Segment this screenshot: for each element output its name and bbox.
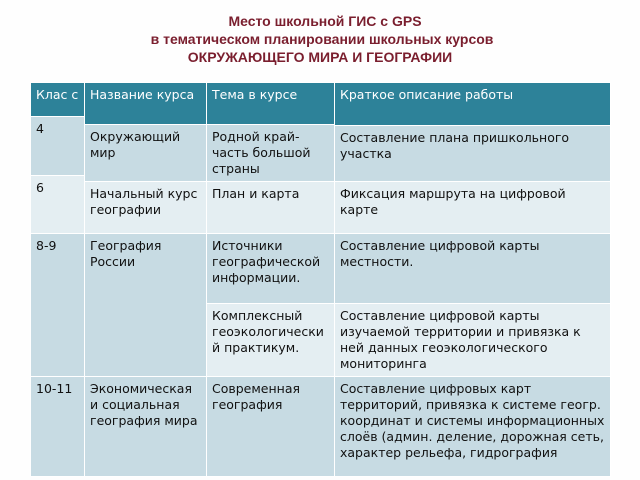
class-value: 10-11 bbox=[36, 381, 73, 396]
table-row bbox=[31, 377, 611, 477]
header-topic-label: Тема в курсе bbox=[212, 87, 298, 102]
topic-value: План и карта bbox=[212, 186, 300, 201]
topic-cell-3 bbox=[207, 304, 335, 377]
description-value: Фиксация маршрута на цифровой карте bbox=[340, 186, 566, 217]
table-row bbox=[31, 182, 611, 183]
description-value: Составление цифровой карты местности. bbox=[340, 238, 540, 269]
class-value: 4 bbox=[36, 121, 44, 136]
description-cell-2 bbox=[335, 234, 611, 304]
course-cell-4 bbox=[85, 377, 207, 477]
title-line-2: в тематическом планировании школьных курсов bbox=[150, 31, 494, 47]
class-value: 8-9 bbox=[36, 238, 57, 253]
description-cell-3 bbox=[335, 304, 611, 377]
description-cell-4 bbox=[335, 377, 611, 477]
description-cell-1 bbox=[335, 182, 611, 234]
table-row bbox=[31, 234, 611, 304]
description-value: Составление цифровой карты изучаемой территории и привязка к ней данных геоэкологического мониторинга bbox=[340, 308, 581, 371]
course-value: Экономическая и социальная география мира bbox=[90, 381, 198, 428]
class-cell-4 bbox=[31, 117, 85, 176]
topic-value: Современная география bbox=[212, 381, 301, 412]
topic-value: Комплексный геоэкологический практикум. bbox=[212, 308, 324, 355]
description-value: Составление цифровых карт территорий, привязка к системе геогр. координат и системы информационных слоёв (админ. деление, дорожная сеть, характер рельефа, гидрография bbox=[340, 381, 605, 460]
header-topic bbox=[207, 83, 335, 125]
description-value: Составление плана пришкольного участка bbox=[340, 130, 570, 161]
course-cell-1 bbox=[85, 182, 207, 234]
header-description bbox=[335, 83, 611, 126]
header-class bbox=[31, 83, 85, 117]
course-value: Начальный курс географии bbox=[90, 186, 198, 217]
course-value: География России bbox=[90, 238, 162, 269]
course-value: Окружающий мир bbox=[90, 129, 181, 160]
topic-value: Источники географической информации. bbox=[212, 238, 321, 285]
title-line-3: ОКРУЖАЮЩЕГО МИРА И ГЕОГРАФИИ bbox=[187, 49, 453, 65]
description-cell-0 bbox=[335, 126, 611, 182]
class-value: 6 bbox=[36, 180, 44, 195]
table-row bbox=[31, 83, 611, 97]
topic-cell-4 bbox=[207, 377, 335, 477]
topic-value: Родной край- часть большой страны bbox=[212, 129, 311, 176]
planning-table bbox=[30, 82, 611, 477]
header-course bbox=[85, 83, 207, 125]
topic-cell-1 bbox=[207, 182, 335, 234]
topic-cell-0 bbox=[207, 125, 335, 182]
slide-title bbox=[0, 12, 640, 66]
course-cell-2 bbox=[85, 234, 207, 377]
header-description-label: Краткое описание работы bbox=[340, 87, 514, 102]
header-class-label: Клас с bbox=[36, 87, 79, 102]
class-cell-10-11 bbox=[31, 377, 85, 477]
class-cell-8-9 bbox=[31, 234, 85, 377]
course-cell-0 bbox=[85, 125, 207, 182]
class-cell-6 bbox=[31, 176, 85, 234]
topic-cell-2 bbox=[207, 234, 335, 304]
title-line-1: Место школьной ГИС с GPS bbox=[228, 13, 422, 29]
header-course-label: Название курса bbox=[90, 87, 195, 102]
